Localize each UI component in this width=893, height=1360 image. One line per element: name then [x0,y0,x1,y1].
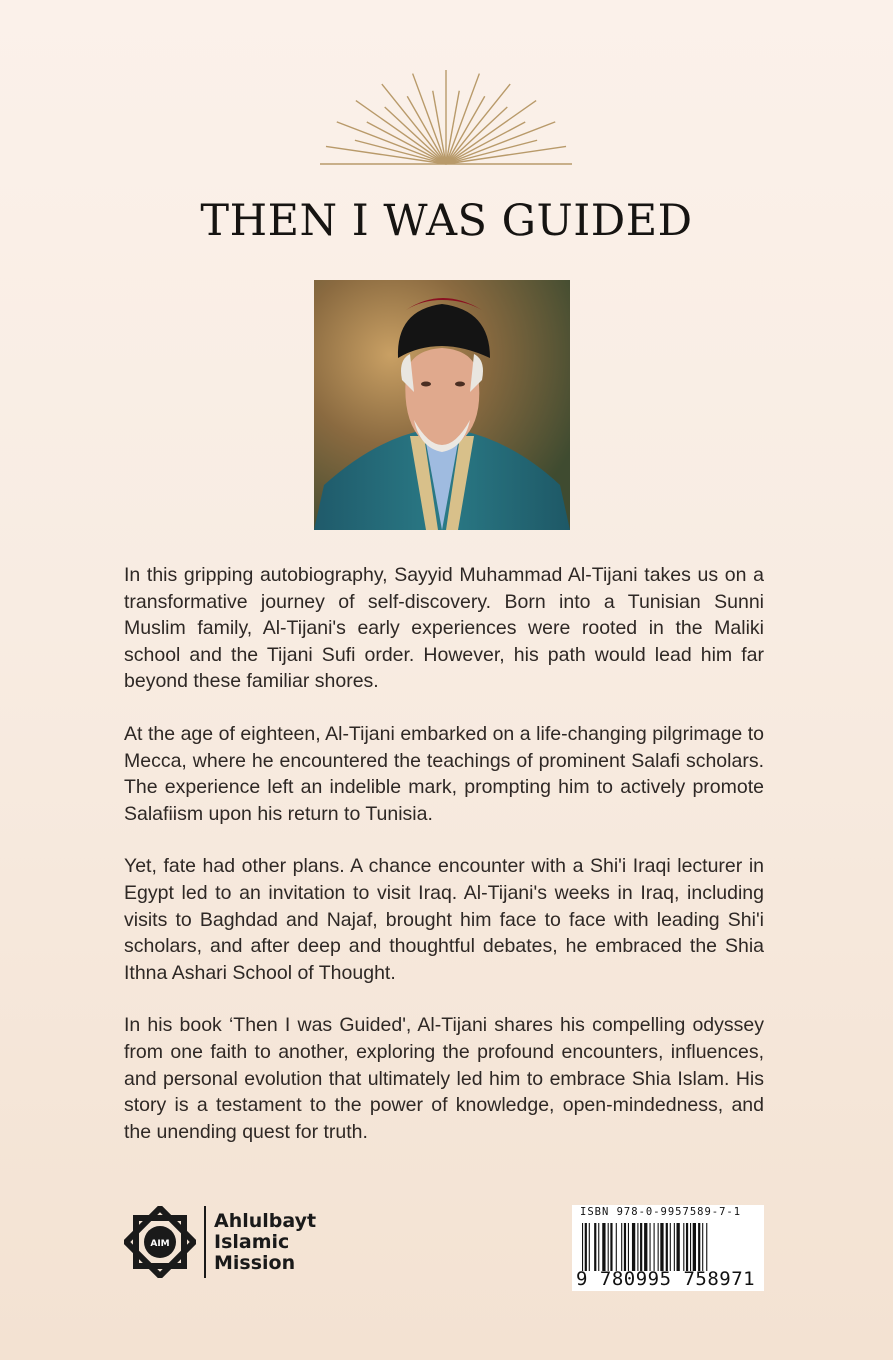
isbn-barcode [572,1205,764,1291]
barcode-bar [658,1223,659,1271]
aim-badge-text: AIM [150,1239,170,1249]
isbn-label: ISBN 978-0-9957589-7-1 [580,1206,742,1218]
blurb-paragraph: In this gripping autobiography, Sayyid Muhammad Al-Tijani takes us on a transformative journey of self-discovery. Born into a Tunisian Sunni Muslim family, Al-Tijani's early experiences were rooted in the Maliki school and the Tijani Sufi order. However, his path would lead him far beyond these familiar shores. [124,564,764,693]
barcode-bar [660,1223,663,1271]
barcode-bar [585,1223,587,1271]
barcode-bar [670,1223,671,1271]
publisher-name-line: Mission [214,1251,296,1274]
aim-star-icon [124,1206,196,1278]
barcode-bar [666,1223,668,1271]
publisher-name [214,1211,316,1274]
barcode-bar [677,1223,680,1271]
back-cover-blurb [124,562,764,1171]
blurb-paragraph: At the age of eighteen, Al-Tijani embarked on a life-changing pilgrimage to Mecca, where he encountered the teachings of prominent Salafi scholars. The experience left an indelible mark, prompting him to actively promote Salafiism upon his return to Tunisia. [124,722,764,825]
barcode-bar [624,1223,626,1271]
barcode-bar [698,1223,700,1271]
author-portrait [314,280,570,530]
barcode-bar [616,1223,617,1271]
logo-divider [204,1206,206,1278]
barcode-bar [621,1223,622,1271]
barcode-bar [674,1223,675,1271]
publisher-logo [124,1205,316,1279]
book-title: THEN I WAS GUIDED [200,196,693,246]
ean-digits: 9 780995 758971 [576,1268,756,1290]
barcode-bar [702,1223,703,1271]
barcode-bar [644,1223,647,1271]
blurb-paragraph: Yet, fate had other plans. A chance encounter with a Shi'i Iraqi lecturer in Egypt led to an invitation to visit Iraq. Al-Tijani's weeks in Iraq, including visits to Baghdad and Najaf, brought him face to face with leading Shi'i scholars, and after deep and thoughtful debates, he embraced the Shia Ithna Ashari School of Thought. [124,855,764,984]
sunburst-ray [356,101,446,164]
barcode-bar [637,1223,638,1271]
sunburst-ray [446,74,479,164]
sunburst-ray [446,101,536,164]
barcode-bar [594,1223,596,1271]
sunburst-ray [413,74,446,164]
blurb-paragraph: In his book ‘Then I was Guided', Al-Tijani shares his compelling odyssey from one faith to another, exploring the profound encounters, influences, and personal evolution that ultimately led him to embrace Shia Islam. His story is a testament to the power of knowledge, open-mindedness, and the unending quest for truth. [124,1014,764,1143]
barcode-bar [632,1223,635,1271]
barcode-bar [640,1223,642,1271]
barcode-bar [654,1223,655,1271]
barcode-bar [650,1223,651,1271]
sunburst-ornament [320,68,572,168]
barcode-bar [582,1223,583,1271]
barcode-bars [580,1223,756,1271]
barcode-bar [683,1223,684,1271]
barcode-bar [589,1223,590,1271]
barcode-bar [686,1223,688,1271]
barcode-bar [602,1223,605,1271]
barcode-bar [693,1223,696,1271]
barcode-bar [598,1223,599,1271]
barcode-bar [706,1223,707,1271]
publisher-name-line: Ahlulbayt [214,1209,317,1232]
publisher-name-line: Islamic [214,1230,290,1253]
barcode-bar [610,1223,612,1271]
barcode-bar [608,1223,609,1271]
barcode-bar [628,1223,629,1271]
barcode-bar [690,1223,691,1271]
